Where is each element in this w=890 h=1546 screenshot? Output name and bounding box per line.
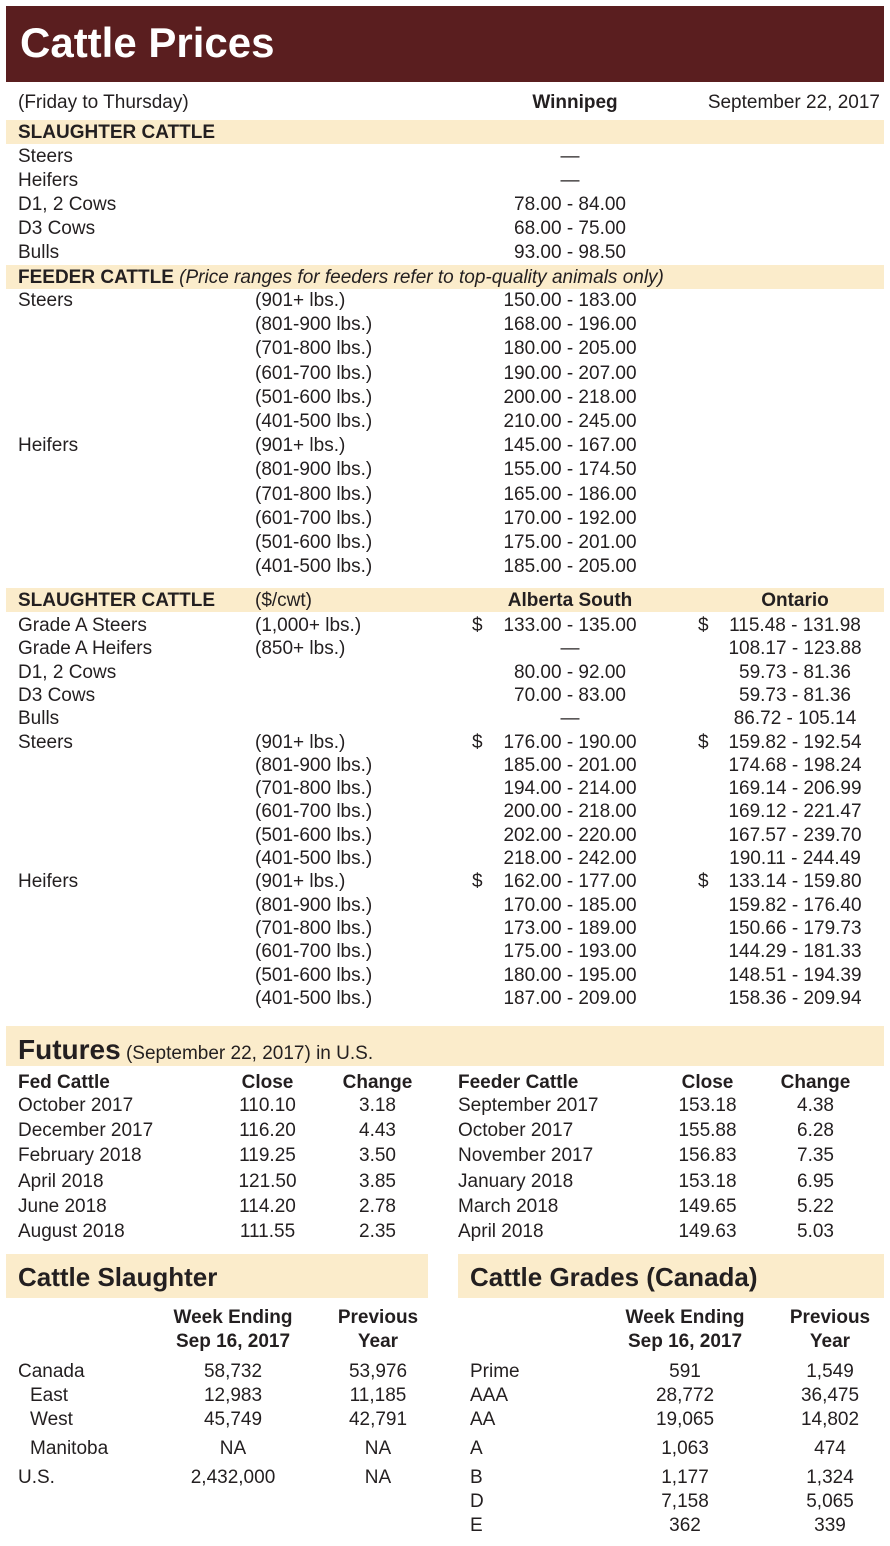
row-price: 78.00 - 84.00 (514, 194, 626, 215)
price-ontario: 167.57 - 239.70 (728, 824, 862, 846)
row-weight: (601-700 lbs.) (255, 362, 373, 384)
price-alberta: 176.00 - 190.00 (503, 731, 637, 753)
row-week: 1,063 (661, 1438, 709, 1459)
price-ontario: 190.11 - 244.49 (729, 848, 861, 869)
price-alberta: 200.00 - 218.00 (503, 801, 637, 823)
col-week-date: Sep 16, 2017 (627, 1331, 743, 1352)
row-previous: 474 (814, 1438, 846, 1459)
row-name: D1, 2 Cows (18, 194, 117, 215)
price-ontario: 158.36 - 209.94 (728, 987, 862, 1009)
price-alberta: 218.00 - 242.00 (503, 848, 637, 869)
feeder-note: (Price ranges for feeders refer to top-quality animals only) (179, 267, 664, 288)
price-alberta: 173.00 - 189.00 (503, 917, 637, 939)
futures-month: August 2018 (18, 1221, 125, 1242)
col-week-ending: Week Ending (173, 1307, 293, 1328)
row-name: Steers (18, 290, 73, 311)
row-weight: (1,000+ lbs.) (255, 615, 362, 636)
row-weight: (401-500 lbs.) (255, 556, 373, 578)
row-name: West (30, 1409, 73, 1430)
futures-col-label: Fed Cattle (18, 1072, 110, 1093)
row-name: D1, 2 Cows (18, 661, 117, 683)
section-label-regional: SLAUGHTER CATTLE (18, 590, 216, 611)
row-price: 93.00 - 98.50 (514, 242, 626, 263)
price-ontario: 144.29 - 181.33 (728, 941, 862, 963)
row-name: Heifers (18, 170, 79, 191)
price-ontario: 174.68 - 198.24 (728, 754, 862, 776)
futures-col-close: Close (681, 1072, 734, 1093)
price-alberta: — (560, 638, 580, 660)
column-ontario: Ontario (761, 590, 829, 611)
col-year: Year (809, 1331, 851, 1352)
futures-change: 2.78 (359, 1195, 396, 1217)
price-alberta: 180.00 - 195.00 (503, 964, 637, 986)
dollar-sign: $ (472, 615, 483, 636)
row-price: 170.00 - 192.00 (503, 507, 637, 529)
row-price: 175.00 - 201.00 (503, 532, 637, 553)
row-previous: NA (364, 1438, 392, 1459)
row-weight: (701-800 lbs.) (255, 778, 373, 800)
row-weight: (901+ lbs.) (255, 290, 346, 311)
row-week: 2,432,000 (190, 1467, 276, 1488)
futures-change: 6.28 (797, 1120, 834, 1142)
row-price: — (560, 170, 580, 191)
row-previous: 5,065 (806, 1491, 854, 1512)
row-price: 185.00 - 205.00 (503, 556, 637, 578)
row-name: Canada (18, 1361, 85, 1382)
row-previous: 11,185 (349, 1385, 407, 1406)
futures-close: 153.18 (678, 1170, 737, 1192)
report-date: September 22, 2017 (707, 92, 880, 113)
row-week: 19,065 (655, 1409, 715, 1430)
row-name: Grade A Heifers (18, 638, 153, 660)
price-alberta: 162.00 - 177.00 (503, 871, 637, 893)
row-weight: (901+ lbs.) (255, 871, 346, 893)
row-weight: (801-900 lbs.) (255, 754, 373, 776)
row-weight: (901+ lbs.) (255, 435, 346, 457)
row-weight: (801-900 lbs.) (255, 459, 373, 481)
price-ontario: 150.66 - 179.73 (728, 917, 862, 939)
section-label-feeder: FEEDER CATTLE (18, 267, 174, 288)
price-ontario: 133.14 - 159.80 (728, 871, 862, 893)
row-week: 591 (669, 1361, 701, 1382)
row-price: 190.00 - 207.00 (503, 362, 637, 384)
row-price: 155.00 - 174.50 (503, 459, 637, 481)
price-alberta: 175.00 - 193.00 (503, 941, 637, 963)
row-weight: (501-600 lbs.) (255, 964, 373, 986)
row-price: 145.00 - 167.00 (503, 435, 637, 457)
row-previous: 1,324 (806, 1467, 854, 1488)
row-week: 7,158 (661, 1491, 709, 1512)
futures-change: 4.38 (797, 1095, 834, 1116)
price-alberta: 185.00 - 201.00 (503, 754, 637, 776)
row-price: — (560, 146, 580, 167)
row-price: 165.00 - 186.00 (503, 483, 637, 505)
col-week-ending: Week Ending (625, 1307, 745, 1328)
price-ontario: 148.51 - 194.39 (728, 964, 862, 986)
row-weight: (401-500 lbs.) (255, 987, 373, 1009)
futures-col-label: Feeder Cattle (458, 1072, 579, 1093)
row-weight: (401-500 lbs.) (255, 848, 373, 869)
price-ontario: 159.82 - 192.54 (728, 731, 862, 753)
row-week: 58,732 (203, 1361, 263, 1382)
row-name: Steers (18, 146, 73, 167)
price-ontario: 86.72 - 105.14 (733, 708, 857, 730)
row-name: D (470, 1491, 484, 1512)
futures-close: 149.63 (678, 1221, 737, 1242)
row-name: E (470, 1515, 483, 1536)
row-name: Steers (18, 731, 73, 753)
row-week: 45,749 (203, 1409, 263, 1430)
dollar-sign: $ (472, 731, 483, 753)
price-alberta: 70.00 - 83.00 (514, 684, 626, 706)
cattle-slaughter-title: Cattle Slaughter (18, 1262, 218, 1292)
futures-close: 156.83 (678, 1145, 737, 1167)
row-weight: (701-800 lbs.) (255, 483, 373, 505)
futures-subtitle: (September 22, 2017) in U.S. (125, 1043, 374, 1064)
price-alberta: 133.00 - 135.00 (503, 615, 637, 636)
futures-month: April 2018 (18, 1170, 104, 1192)
row-previous: 339 (814, 1515, 846, 1536)
futures-close: 111.55 (239, 1221, 296, 1242)
row-name: Manitoba (30, 1438, 109, 1459)
dollar-sign: $ (698, 731, 709, 753)
row-name: Prime (470, 1361, 520, 1382)
row-week: NA (219, 1438, 247, 1459)
row-weight: (401-500 lbs.) (255, 411, 373, 432)
row-weight: (601-700 lbs.) (255, 507, 373, 529)
futures-close: 116.20 (239, 1120, 296, 1142)
futures-change: 3.18 (359, 1095, 396, 1116)
futures-close: 121.50 (238, 1170, 297, 1192)
futures-close: 155.88 (678, 1120, 737, 1142)
column-alberta-south: Alberta South (507, 590, 633, 611)
unit-label: ($/cwt) (255, 590, 312, 611)
row-weight: (801-900 lbs.) (255, 894, 373, 916)
row-weight: (501-600 lbs.) (255, 824, 373, 846)
row-weight: (850+ lbs.) (255, 638, 346, 660)
price-ontario: 159.82 - 176.40 (728, 894, 862, 916)
row-price: 210.00 - 245.00 (503, 411, 637, 432)
futures-change: 7.35 (797, 1145, 834, 1167)
row-price: 68.00 - 75.00 (514, 218, 626, 239)
futures-change: 2.35 (359, 1221, 396, 1242)
row-price: 150.00 - 183.00 (503, 290, 637, 311)
futures-close: 114.20 (239, 1195, 296, 1217)
price-alberta: 170.00 - 185.00 (503, 894, 637, 916)
price-alberta: 202.00 - 220.00 (503, 824, 637, 846)
futures-month: March 2018 (458, 1195, 559, 1217)
price-alberta: 187.00 - 209.00 (503, 987, 637, 1009)
price-ontario: 59.73 - 81.36 (739, 684, 851, 706)
futures-close: 119.25 (239, 1145, 296, 1167)
futures-month: October 2017 (458, 1120, 574, 1142)
row-name: U.S. (18, 1467, 55, 1488)
row-previous: 1,549 (806, 1361, 854, 1382)
futures-heading (18, 1036, 373, 1064)
futures-close: 110.10 (239, 1095, 296, 1116)
row-week: 12,983 (203, 1385, 263, 1406)
futures-change: 4.43 (359, 1120, 396, 1142)
row-weight: (601-700 lbs.) (255, 801, 373, 823)
row-name: Heifers (18, 435, 79, 457)
row-name: AA (470, 1409, 496, 1430)
futures-close: 149.65 (678, 1195, 737, 1217)
row-weight: (801-900 lbs.) (255, 314, 373, 336)
market-label: Winnipeg (532, 92, 618, 113)
futures-col-change: Change (780, 1072, 851, 1093)
futures-change: 5.22 (797, 1195, 834, 1217)
row-weight: (501-600 lbs.) (255, 386, 373, 408)
period-label: (Friday to Thursday) (18, 92, 189, 113)
futures-change: 6.95 (797, 1170, 834, 1192)
row-name: AAA (470, 1385, 509, 1406)
price-ontario: 169.14 - 206.99 (728, 778, 862, 800)
futures-month: December 2017 (18, 1120, 154, 1142)
dollar-sign: $ (698, 871, 709, 893)
col-week-date: Sep 16, 2017 (175, 1331, 291, 1352)
futures-month: February 2018 (18, 1145, 142, 1167)
dollar-sign: $ (472, 871, 483, 893)
futures-col-close: Close (241, 1072, 294, 1093)
col-previous: Previous (789, 1307, 871, 1328)
page-title: Cattle Prices (20, 19, 275, 66)
futures-month: November 2017 (458, 1145, 594, 1167)
futures-col-change: Change (342, 1072, 413, 1093)
price-alberta: 194.00 - 214.00 (503, 778, 637, 800)
row-weight: (701-800 lbs.) (255, 917, 373, 939)
row-previous: 14,802 (800, 1409, 860, 1430)
row-price: 200.00 - 218.00 (503, 386, 637, 408)
futures-month: January 2018 (458, 1170, 574, 1192)
row-name: Bulls (18, 242, 60, 263)
row-weight: (901+ lbs.) (255, 731, 346, 753)
futures-title: Futures (18, 1034, 121, 1065)
price-alberta: 80.00 - 92.00 (514, 661, 626, 683)
row-name: Bulls (18, 708, 60, 730)
futures-change: 3.50 (359, 1145, 396, 1167)
feeder-heading (18, 268, 664, 287)
futures-month: October 2017 (18, 1095, 134, 1116)
row-week: 28,772 (655, 1385, 715, 1406)
futures-close: 153.18 (678, 1095, 737, 1116)
row-previous: 53,976 (348, 1361, 408, 1382)
row-weight: (501-600 lbs.) (255, 532, 373, 553)
row-previous: 36,475 (800, 1385, 860, 1406)
futures-change: 5.03 (797, 1221, 834, 1242)
cattle-grades-title: Cattle Grades (Canada) (470, 1262, 758, 1292)
futures-month: April 2018 (458, 1221, 544, 1242)
row-price: 168.00 - 196.00 (503, 314, 637, 336)
row-previous: NA (364, 1467, 392, 1488)
col-year: Year (357, 1331, 399, 1352)
row-name: Heifers (18, 871, 79, 893)
row-name: D3 Cows (18, 684, 96, 706)
row-weight: (601-700 lbs.) (255, 941, 373, 963)
row-week: 1,177 (661, 1467, 709, 1488)
row-name: East (30, 1385, 69, 1406)
row-name: Grade A Steers (18, 615, 147, 636)
row-weight: (701-800 lbs.) (255, 338, 373, 360)
dollar-sign: $ (698, 615, 709, 636)
title-bar (6, 6, 884, 82)
futures-month: September 2017 (458, 1095, 599, 1116)
col-previous: Previous (337, 1307, 419, 1328)
row-previous: 42,791 (348, 1409, 408, 1430)
section-label-slaughter: SLAUGHTER CATTLE (18, 122, 216, 143)
futures-month: June 2018 (18, 1195, 107, 1217)
row-week: 362 (669, 1515, 701, 1536)
price-ontario: 108.17 - 123.88 (728, 638, 862, 660)
row-name: D3 Cows (18, 218, 96, 239)
row-price: 180.00 - 205.00 (503, 338, 637, 360)
price-ontario: 169.12 - 221.47 (728, 801, 862, 823)
futures-change: 3.85 (359, 1170, 396, 1192)
price-ontario: 59.73 - 81.36 (739, 661, 851, 683)
price-alberta: — (560, 708, 580, 730)
row-name: B (470, 1467, 483, 1488)
row-name: A (470, 1438, 483, 1459)
price-ontario: 115.48 - 131.98 (729, 615, 861, 636)
